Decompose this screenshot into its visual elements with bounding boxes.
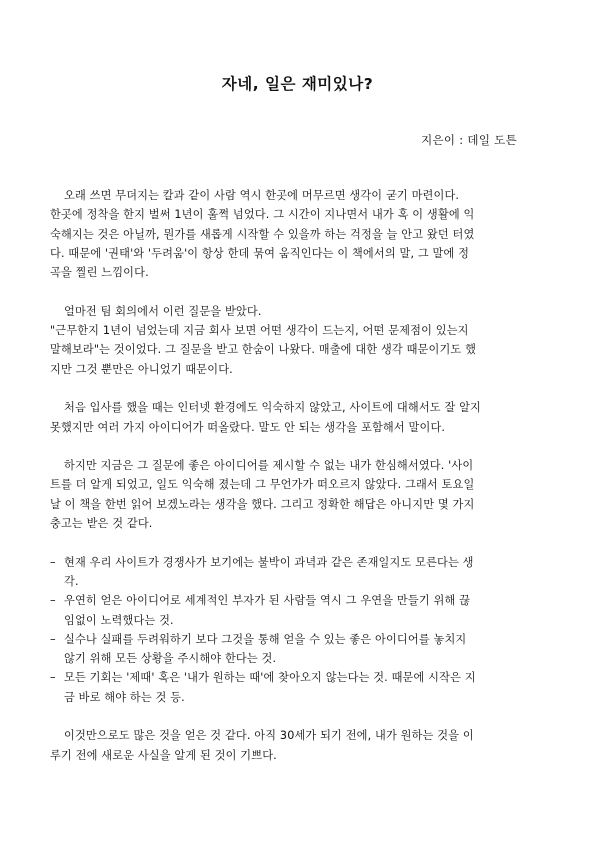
paragraph-4 bbox=[50, 456, 546, 533]
text-line: 우연히 얻은 아이디어로 세계적인 부자가 된 사람들 역시 그 우연을 만들기 위해 끊 bbox=[64, 594, 471, 608]
paragraph-3 bbox=[50, 398, 546, 437]
text-line: 곡을 찔린 느낌이다. bbox=[50, 266, 149, 280]
paragraph-2 bbox=[50, 302, 546, 379]
text-line: 처음 입사를 했을 때는 인터넷 환경에도 익숙하지 않았고, 사이트에 대해서도 잘 알지 bbox=[64, 401, 482, 415]
text-line: 지만 그것 뿐만은 아니었기 때문이다. bbox=[50, 362, 233, 376]
text-line: 숙해지는 것은 아닐까, 뭔가를 새롭게 시작할 수 있을까 하는 걱정을 늘 안고 왔던 터였 bbox=[50, 227, 475, 241]
text-line: 못했지만 여러 가지 아이디어가 떠올랐다. 말도 안 되는 생각을 포함해서 말이다. bbox=[50, 420, 446, 434]
text-line: 루기 전에 새로운 사실을 알게 된 것이 기쁘다. bbox=[50, 748, 277, 762]
paragraph-1 bbox=[50, 186, 546, 282]
text-line: 않기 위해 모든 상황을 주시해야 한다는 것. bbox=[64, 652, 277, 666]
text-line: 이것만으로도 많은 것을 얻은 것 같다. 아직 30세가 되기 전에, 내가 원하는 것을 이 bbox=[64, 729, 474, 743]
text-line: 임없이 노력했다는 것. bbox=[64, 613, 174, 627]
list-marker: – bbox=[50, 671, 56, 685]
text-line: 오래 쓰면 무뎌지는 칼과 같이 사람 역시 한곳에 머무르면 생각이 굳기 마련이다. bbox=[64, 189, 460, 202]
closing-paragraph bbox=[50, 726, 546, 765]
list-marker: – bbox=[50, 632, 56, 646]
document-title: 자네, 일은 재미있나? bbox=[221, 75, 374, 93]
text-line: 각. bbox=[64, 574, 79, 588]
text-line: 하지만 지금은 그 질문에 좋은 아이디어를 제시할 수 없는 내가 한심해서였다. '사이 bbox=[64, 459, 474, 473]
text-line: 현재 우리 사이트가 경쟁사가 보기에는 불박이 과녁과 같은 존재일지도 모른다는 생 bbox=[64, 555, 474, 569]
text-line: 날 이 책을 한번 읽어 보겠노라는 생각을 했다. 그리고 정확한 해답은 아니지만 몇 가지 bbox=[50, 497, 475, 511]
document-body bbox=[50, 186, 546, 784]
text-line: 얼마전 팀 회의에서 이런 질문을 받았다. bbox=[64, 304, 262, 318]
text-line: 모든 기회는 '제때' 혹은 '내가 원하는 때'에 찾아오지 않는다는 것. 때문에 시작은 지 bbox=[64, 671, 476, 685]
author-line: 지은이 : 데일 도튼 bbox=[421, 133, 517, 147]
advice-list bbox=[50, 553, 546, 707]
text-line: 실수나 실패를 두려워하기 보다 그것을 통해 얻을 수 있는 좋은 아이디어를 놓치지 bbox=[64, 632, 467, 646]
list-marker: – bbox=[50, 594, 56, 608]
list-item bbox=[50, 591, 546, 630]
list-item bbox=[50, 668, 546, 707]
text-line: "근무한지 1년이 넘었는데 지금 회사 보면 어떤 생각이 드는지, 어떤 문제점이 있는지 bbox=[50, 324, 469, 338]
list-item bbox=[50, 553, 546, 592]
text-line: 말해보라"는 것이었다. 그 질문을 받고 한숨이 나왔다. 매출에 대한 생각 때문이기도 했 bbox=[50, 343, 477, 357]
text-line: 한곳에 정착을 한지 벌써 1년이 훌쩍 넘었다. 그 시간이 지나면서 내가 혹 이 생활에 익 bbox=[50, 208, 475, 222]
text-line: 금 바로 해야 하는 것 등. bbox=[64, 690, 185, 704]
text-line: 다. 때문에 '권태'와 '두려움'이 항상 한데 묶여 움직인다는 이 책에서의 말, 그 말에 정 bbox=[50, 246, 470, 260]
text-line: 충고는 받은 것 같다. bbox=[50, 517, 153, 531]
list-item bbox=[50, 630, 546, 669]
list-marker: – bbox=[50, 555, 56, 569]
text-line: 트를 더 알게 되었고, 일도 익숙해 졌는데 그 무언가가 떠오르지 않았다. 그래서 토요일 bbox=[50, 478, 475, 492]
